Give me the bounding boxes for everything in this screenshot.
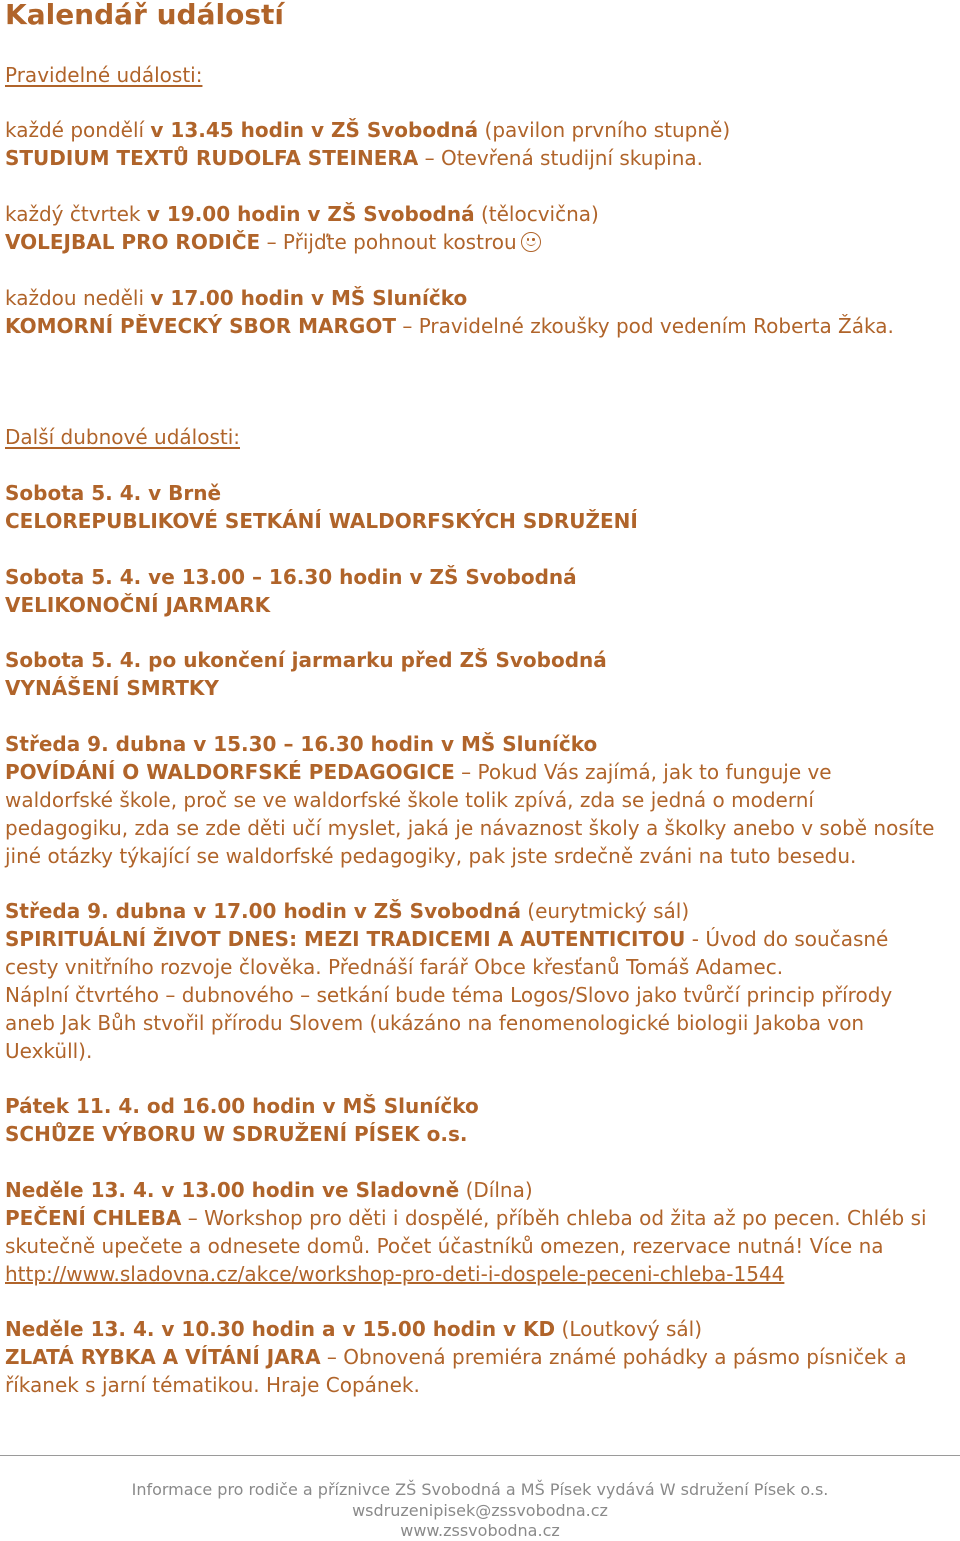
footer-publisher: Informace pro rodiče a příznivce ZŠ Svobodná a MŠ Písek vydává W sdružení Písek o.s. [131, 1480, 829, 1499]
event-name: SPIRITUÁLNÍ ŽIVOT DNES: MEZI TRADICEMI A AUTENTICITOU [5, 927, 686, 951]
event-description: – Obnovená premiéra známé pohádky a pásmo písniček a [320, 1345, 907, 1369]
event-when: Neděle 13. 4. v 13.00 hodin ve Sladovně [5, 1178, 460, 1202]
event-description: – Otevřená studijní skupina. [418, 146, 703, 170]
event-name: PEČENÍ CHLEBA [5, 1206, 182, 1230]
event-name: KOMORNÍ PĚVECKÝ SBOR MARGOT [5, 314, 396, 338]
event-time-place: v 17.00 hodin v MŠ Sluníčko [150, 286, 468, 310]
event-when: Pátek 11. 4. od 16.00 hodin v MŠ Sluníčko [5, 1094, 479, 1118]
event-description: cesty vnitřního rozvoje člověka. Přednáší farář Obce křesťanů Tomáš Adamec. [5, 955, 784, 979]
event-when: Neděle 13. 4. v 10.30 hodin a v 15.00 hodin v KD [5, 1317, 556, 1341]
event-day: každý čtvrtek [5, 202, 147, 226]
event-name: VYNÁŠENÍ SMRTKY [5, 676, 219, 700]
event-time-place: v 13.45 hodin v ZŠ Svobodná [150, 118, 479, 142]
event-room: (Dílna) [459, 1178, 533, 1202]
event-room: (tělocvična) [474, 202, 599, 226]
event-when: Středa 9. dubna v 15.30 – 16.30 hodin v MŠ Sluníčko [5, 732, 598, 756]
event-name: VOLEJBAL PRO RODIČE [5, 230, 261, 254]
event-when: Sobota 5. 4. v Brně [5, 481, 222, 505]
page-title: Kalendář událostí [5, 0, 284, 31]
event-room: (pavilon prvního stupně) [478, 118, 731, 142]
event-description: - Úvod do současné [685, 927, 889, 951]
event-description: Náplní čtvrtého – dubnového – setkání bude téma Logos/Slovo jako tvůrčí princip přírody [5, 983, 893, 1007]
april-events-heading: Další dubnové události: [5, 425, 240, 449]
event-name: VELIKONOČNÍ JARMARK [5, 593, 271, 617]
event-description: – Pravidelné zkoušky pod vedením Roberta Žáka. [396, 314, 894, 338]
event-name: SCHŮZE VÝBORU W SDRUŽENÍ PÍSEK o.s. [5, 1122, 468, 1146]
event-day: každou neděli [5, 286, 151, 310]
event-description: – Workshop pro děti i dospělé, příběh chleba od žita až po pecen. Chléb si [181, 1206, 927, 1230]
event-description: pedagogiku, zda se zde děti učí myslet, jaká je návaznost školy a školky anebo v sobě nosíte [5, 816, 935, 840]
footer-email: wsdruzenipisek@zssvobodna.cz [352, 1501, 608, 1520]
footer-website: www.zssvobodna.cz [400, 1521, 560, 1540]
event-description: waldorfské škole, proč se ve waldorfské škole tolik zpívá, zda se jedná o moderní [5, 788, 814, 812]
regular-events-heading: Pravidelné události: [5, 63, 203, 87]
event-description: jiné otázky týkající se waldorfské pedagogiky, pak jste srdečně zváni na tuto besedu. [5, 844, 857, 868]
event-description: – Pokud Vás zajímá, jak to funguje ve [454, 760, 832, 784]
event-name: ZLATÁ RYBKA A VÍTÁNÍ JARA [5, 1345, 321, 1369]
event-room: (eurytmický sál) [520, 899, 690, 923]
event-description: skutečně upečete a odnesete domů. Počet účastníků omezen, rezervace nutná! Více na [5, 1234, 884, 1258]
event-description: říkanek s jarní tématikou. Hraje Copánek. [5, 1373, 420, 1397]
event-day: každé pondělí [5, 118, 151, 142]
event-description: – Přijďte pohnout kostrou [260, 230, 517, 254]
event-time-place: v 19.00 hodin v ZŠ Svobodná [146, 202, 475, 226]
event-when: Sobota 5. 4. po ukončení jarmarku před ZŠ Svobodná [5, 648, 607, 672]
event-when: Sobota 5. 4. ve 13.00 – 16.30 hodin v ZŠ Svobodná [5, 565, 577, 589]
smiley-icon [521, 232, 541, 252]
event-name: CELOREPUBLIKOVÉ SETKÁNÍ WALDORFSKÝCH SDRUŽENÍ [5, 509, 638, 533]
event-name: STUDIUM TEXTŮ RUDOLFA STEINERA [5, 146, 419, 170]
sladovna-workshop-link[interactable]: http://www.sladovna.cz/akce/workshop-pro-deti-i-dospele-peceni-chleba-1544 [5, 1262, 785, 1286]
event-description: aneb Jak Bůh stvořil přírodu Slovem (ukázáno na fenomenologické biologii Jakoba von [5, 1011, 865, 1035]
event-name: POVÍDÁNÍ O WALDORFSKÉ PEDAGOGICE [5, 760, 455, 784]
event-when: Středa 9. dubna v 17.00 hodin v ZŠ Svobodná [5, 899, 521, 923]
event-room: (Loutkový sál) [555, 1317, 703, 1341]
footer-divider [0, 1455, 960, 1456]
event-description: Uexküll). [5, 1039, 93, 1063]
